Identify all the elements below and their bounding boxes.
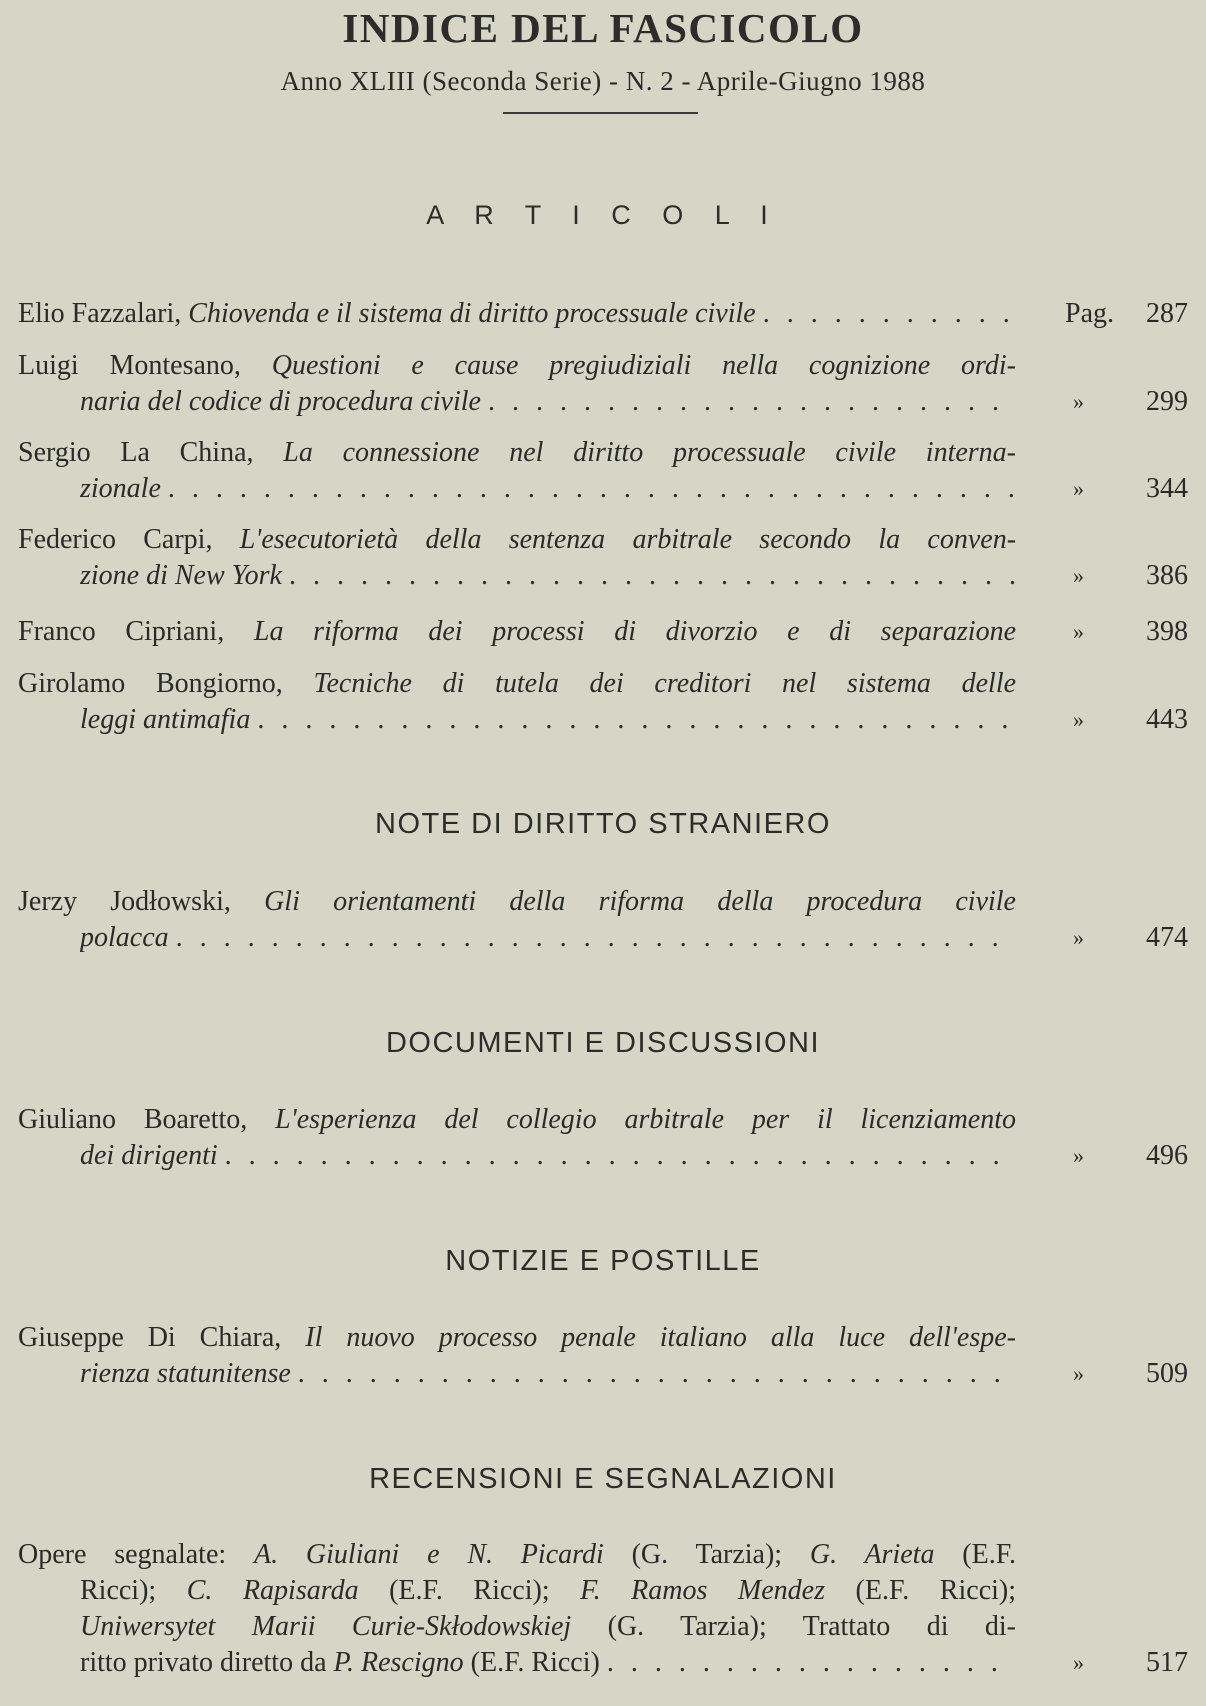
section-title-articoli: A R T I C O L I: [426, 200, 780, 230]
reviewer: Ricci);: [80, 1575, 157, 1606]
entry-title: La connessione nel diritto processuale civile interna-: [283, 437, 1016, 468]
entry-title-cont: dei dirigenti: [80, 1140, 218, 1171]
page-number: 509: [1146, 1358, 1188, 1389]
section-title-note: NOTE DI DIRITTO STRANIERO: [375, 808, 831, 840]
entry-author: Jerzy Jodłowski,: [18, 886, 231, 917]
entry-title: Il nuovo processo penale italiano alla luce dell'espe-: [305, 1322, 1016, 1353]
toc-entry-bongiorno: [18, 666, 1188, 738]
ditto-mark: »: [1073, 1650, 1084, 1675]
entry-title: L'esecutorietà della sentenza arbitrale secondo la conven-: [239, 524, 1016, 555]
ditto-mark: »: [1073, 563, 1084, 588]
page-number: 443: [1146, 704, 1188, 735]
reviewer: (E.F. Ricci);: [389, 1575, 550, 1606]
entry-title-cont: naria del codice di procedura civile: [80, 386, 481, 417]
ditto-mark: »: [1073, 476, 1084, 501]
ditto-mark: »: [1073, 1143, 1084, 1168]
leader-dots: [289, 560, 1016, 591]
entry-title: La riforma dei processi di divorzio e di separazione: [253, 616, 1016, 647]
toc-entry-fazzalari: [18, 296, 1188, 332]
entry-title: L'esperienza del collegio arbitrale per il licenziamento: [275, 1104, 1016, 1135]
entry-author: Federico Carpi,: [18, 524, 213, 555]
leader-dots: [763, 298, 1016, 329]
work-text: ritto privato diretto da: [80, 1647, 327, 1678]
page-number: 287: [1146, 298, 1188, 329]
reviewer: (E.F. Ricci);: [855, 1575, 1016, 1606]
page-title: INDICE DEL FASCICOLO: [342, 5, 864, 51]
leader-dots: [607, 1647, 1016, 1678]
leader-dots: [257, 704, 1016, 735]
page-number: 299: [1146, 386, 1188, 417]
toc-entry-montesano: [18, 348, 1188, 420]
work-name: Uniwersytet Marii Curie-Skłodowskiej: [80, 1611, 572, 1642]
title-rule: [503, 112, 698, 114]
section-title-recensioni: RECENSIONI E SEGNALAZIONI: [369, 1463, 837, 1495]
leader-dots: [225, 1140, 1016, 1171]
entry-author: Elio Fazzalari,: [18, 298, 182, 329]
work-name: A. Giuliani e N. Picardi: [254, 1539, 604, 1570]
leader-dots: [168, 473, 1016, 504]
toc-entry-di-chiara: [18, 1320, 1188, 1392]
page-label: Pag.: [1065, 298, 1114, 329]
ditto-mark: »: [1073, 619, 1084, 644]
ditto-mark: »: [1073, 925, 1084, 950]
entry-title-cont: rienza statunitense: [80, 1358, 291, 1389]
entry-title: Questioni e cause pregiudiziali nella cognizione ordi-: [271, 350, 1016, 381]
entry-title-cont: zione di New York: [80, 560, 282, 591]
work-name: C. Rapisarda: [186, 1575, 359, 1606]
ditto-mark: »: [1073, 389, 1084, 414]
entry-author: Franco Cipriani,: [18, 616, 225, 647]
section-title-notizie: NOTIZIE E POSTILLE: [445, 1245, 761, 1277]
toc-entry-jodlowski: [18, 884, 1188, 956]
leader-dots: [298, 1358, 1016, 1389]
entry-title: Tecniche di tutela dei creditori nel sistema delle: [313, 668, 1016, 699]
toc-entry-carpi: [18, 522, 1188, 594]
toc-entry-la-china: [18, 435, 1188, 507]
toc-entry-opere-segnalate: [18, 1537, 1188, 1681]
page-number: 517: [1146, 1647, 1188, 1678]
reviewer: (E.F.: [962, 1539, 1016, 1570]
toc-entry-cipriani: [18, 614, 1188, 650]
page-number: 398: [1146, 616, 1188, 647]
leader-dots: [488, 386, 1016, 417]
entry-title: Chiovenda e il sistema di diritto processuale civile: [188, 298, 756, 329]
work-name: F. Ramos Mendez: [580, 1575, 825, 1606]
work-text: Trattato di di-: [802, 1611, 1016, 1642]
page-number: 474: [1146, 922, 1188, 953]
reviewer: (E.F. Ricci): [470, 1647, 600, 1678]
work-name: G. Arieta: [809, 1539, 935, 1570]
leader-dots: [176, 922, 1016, 953]
page-number: 496: [1146, 1140, 1188, 1171]
ditto-mark: »: [1073, 1361, 1084, 1386]
entry-title-cont: leggi antimafia: [80, 704, 251, 735]
section-title-documenti: DOCUMENTI E DISCUSSIONI: [385, 1027, 821, 1059]
reviewer: (G. Tarzia);: [631, 1539, 783, 1570]
page-number: 344: [1146, 473, 1188, 504]
entry-author: Sergio La China,: [18, 437, 254, 468]
reviewer: (G. Tarzia);: [607, 1611, 767, 1642]
entry-title-cont: zionale: [80, 473, 161, 504]
entry-author: Girolamo Bongiorno,: [18, 668, 283, 699]
entry-title-cont: polacca: [80, 922, 169, 953]
issue-subtitle: Anno XLIII (Seconda Serie) - N. 2 - Aprile-Giugno 1988: [280, 66, 926, 96]
work-name: P. Rescigno: [333, 1647, 464, 1678]
page-number: 386: [1146, 560, 1188, 591]
entry-label: Opere segnalate:: [18, 1539, 227, 1570]
entry-author: Giuliano Boaretto,: [18, 1104, 248, 1135]
toc-entry-boaretto: [18, 1102, 1188, 1174]
entry-title: Gli orientamenti della riforma della procedura civile: [264, 886, 1016, 917]
entry-author: Luigi Montesano,: [18, 350, 241, 381]
ditto-mark: »: [1073, 707, 1084, 732]
entry-author: Giuseppe Di Chiara,: [18, 1322, 282, 1353]
